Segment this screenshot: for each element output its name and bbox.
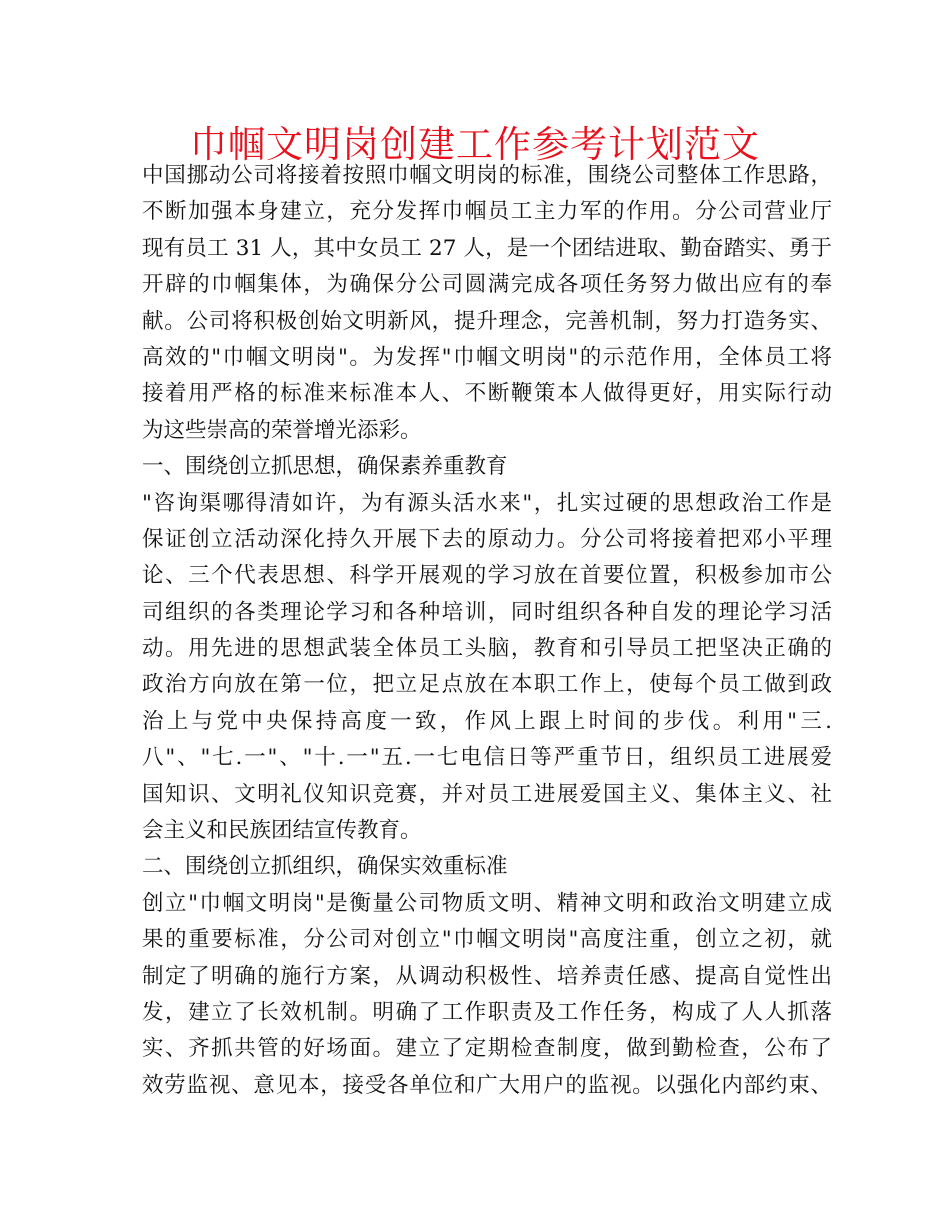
- body-line: 接着用严格的标准来标准本人、不断鞭策本人做得更好，用实际行动: [142, 381, 832, 407]
- body-line: 高效的"巾帼文明岗"。为发挥"巾帼文明岗"的示范作用，全体员工将: [142, 344, 832, 370]
- body-line: 献。公司将积极创始文明新风，提升理念，完善机制，努力打造务实、: [142, 308, 832, 334]
- body-line: 保证创立活动深化持久开展下去的原动力。分公司将接着把邓小平理: [142, 526, 832, 552]
- body-line: 政治方向放在第一位，把立足点放在本职工作上，使每个员工做到政: [142, 672, 832, 698]
- body-line: 不断加强本身建立，充分发挥巾帼员工主力军的作用。分公司营业厅: [142, 199, 832, 225]
- body-line: 八"、"七.一"、"十.一"五.一七电信日等严重节日，组织员工进展爱: [142, 745, 832, 771]
- body-line: 中国挪动公司将接着按照巾帼文明岗的标准，围绕公司整体工作思路，: [142, 163, 832, 188]
- body-line: 现有员工 31 人，其中女员工 27 人，是一个团结进取、勤奋踏实、勇于: [142, 235, 832, 261]
- body-line: 国知识、文明礼仪知识竞赛，并对员工进展爱国主义、集体主义、社: [142, 781, 832, 807]
- document-body: [142, 158, 832, 1104]
- body-line: 效劳监视、意见本，接受各单位和广大用户的监视。以强化内部约束、: [142, 1072, 832, 1098]
- body-line: 司组织的各类理论学习和各种培训，同时组织各种自发的理论学习活: [142, 599, 832, 625]
- body-line: 二、围绕创立抓组织，确保实效重标准: [142, 854, 508, 880]
- body-line: 动。用先进的思想武装全体员工头脑，教育和引导员工把坚决正确的: [142, 636, 832, 662]
- body-line: 创立"巾帼文明岗"是衡量公司物质文明、精神文明和政治文明建立成: [142, 890, 832, 916]
- body-line: 治上与党中央保持高度一致，作风上跟上时间的步伐。利用"三.: [142, 708, 832, 734]
- body-line: 论、三个代表思想、科学开展观的学习放在首要位置，积极参加市公: [142, 563, 832, 589]
- document-title: 巾帼文明岗创建工作参考计划范文: [190, 123, 760, 166]
- body-line: 制定了明确的施行方案，从调动积极性、培养责任感、提高自觉性出: [142, 963, 832, 989]
- body-line: "咨询渠哪得清如许，为有源头活水来"，扎实过硬的思想政治工作是: [142, 490, 832, 516]
- body-line: 为这些崇高的荣誉增光添彩。: [142, 417, 422, 443]
- body-line: 发，建立了长效机制。明确了工作职责及工作任务，构成了人人抓落: [142, 999, 832, 1025]
- body-line: 开辟的巾帼集体，为确保分公司圆满完成各项任务努力做出应有的奉: [142, 272, 832, 298]
- body-line: 果的重要标准，分公司对创立"巾帼文明岗"高度注重，创立之初，就: [142, 927, 832, 953]
- body-line: 会主义和民族团结宣传教育。: [142, 818, 422, 844]
- body-line: 一、围绕创立抓思想，确保素养重教育: [142, 454, 508, 480]
- body-line: 实、齐抓共管的好场面。建立了定期检查制度，做到勤检查，公布了: [142, 1036, 832, 1062]
